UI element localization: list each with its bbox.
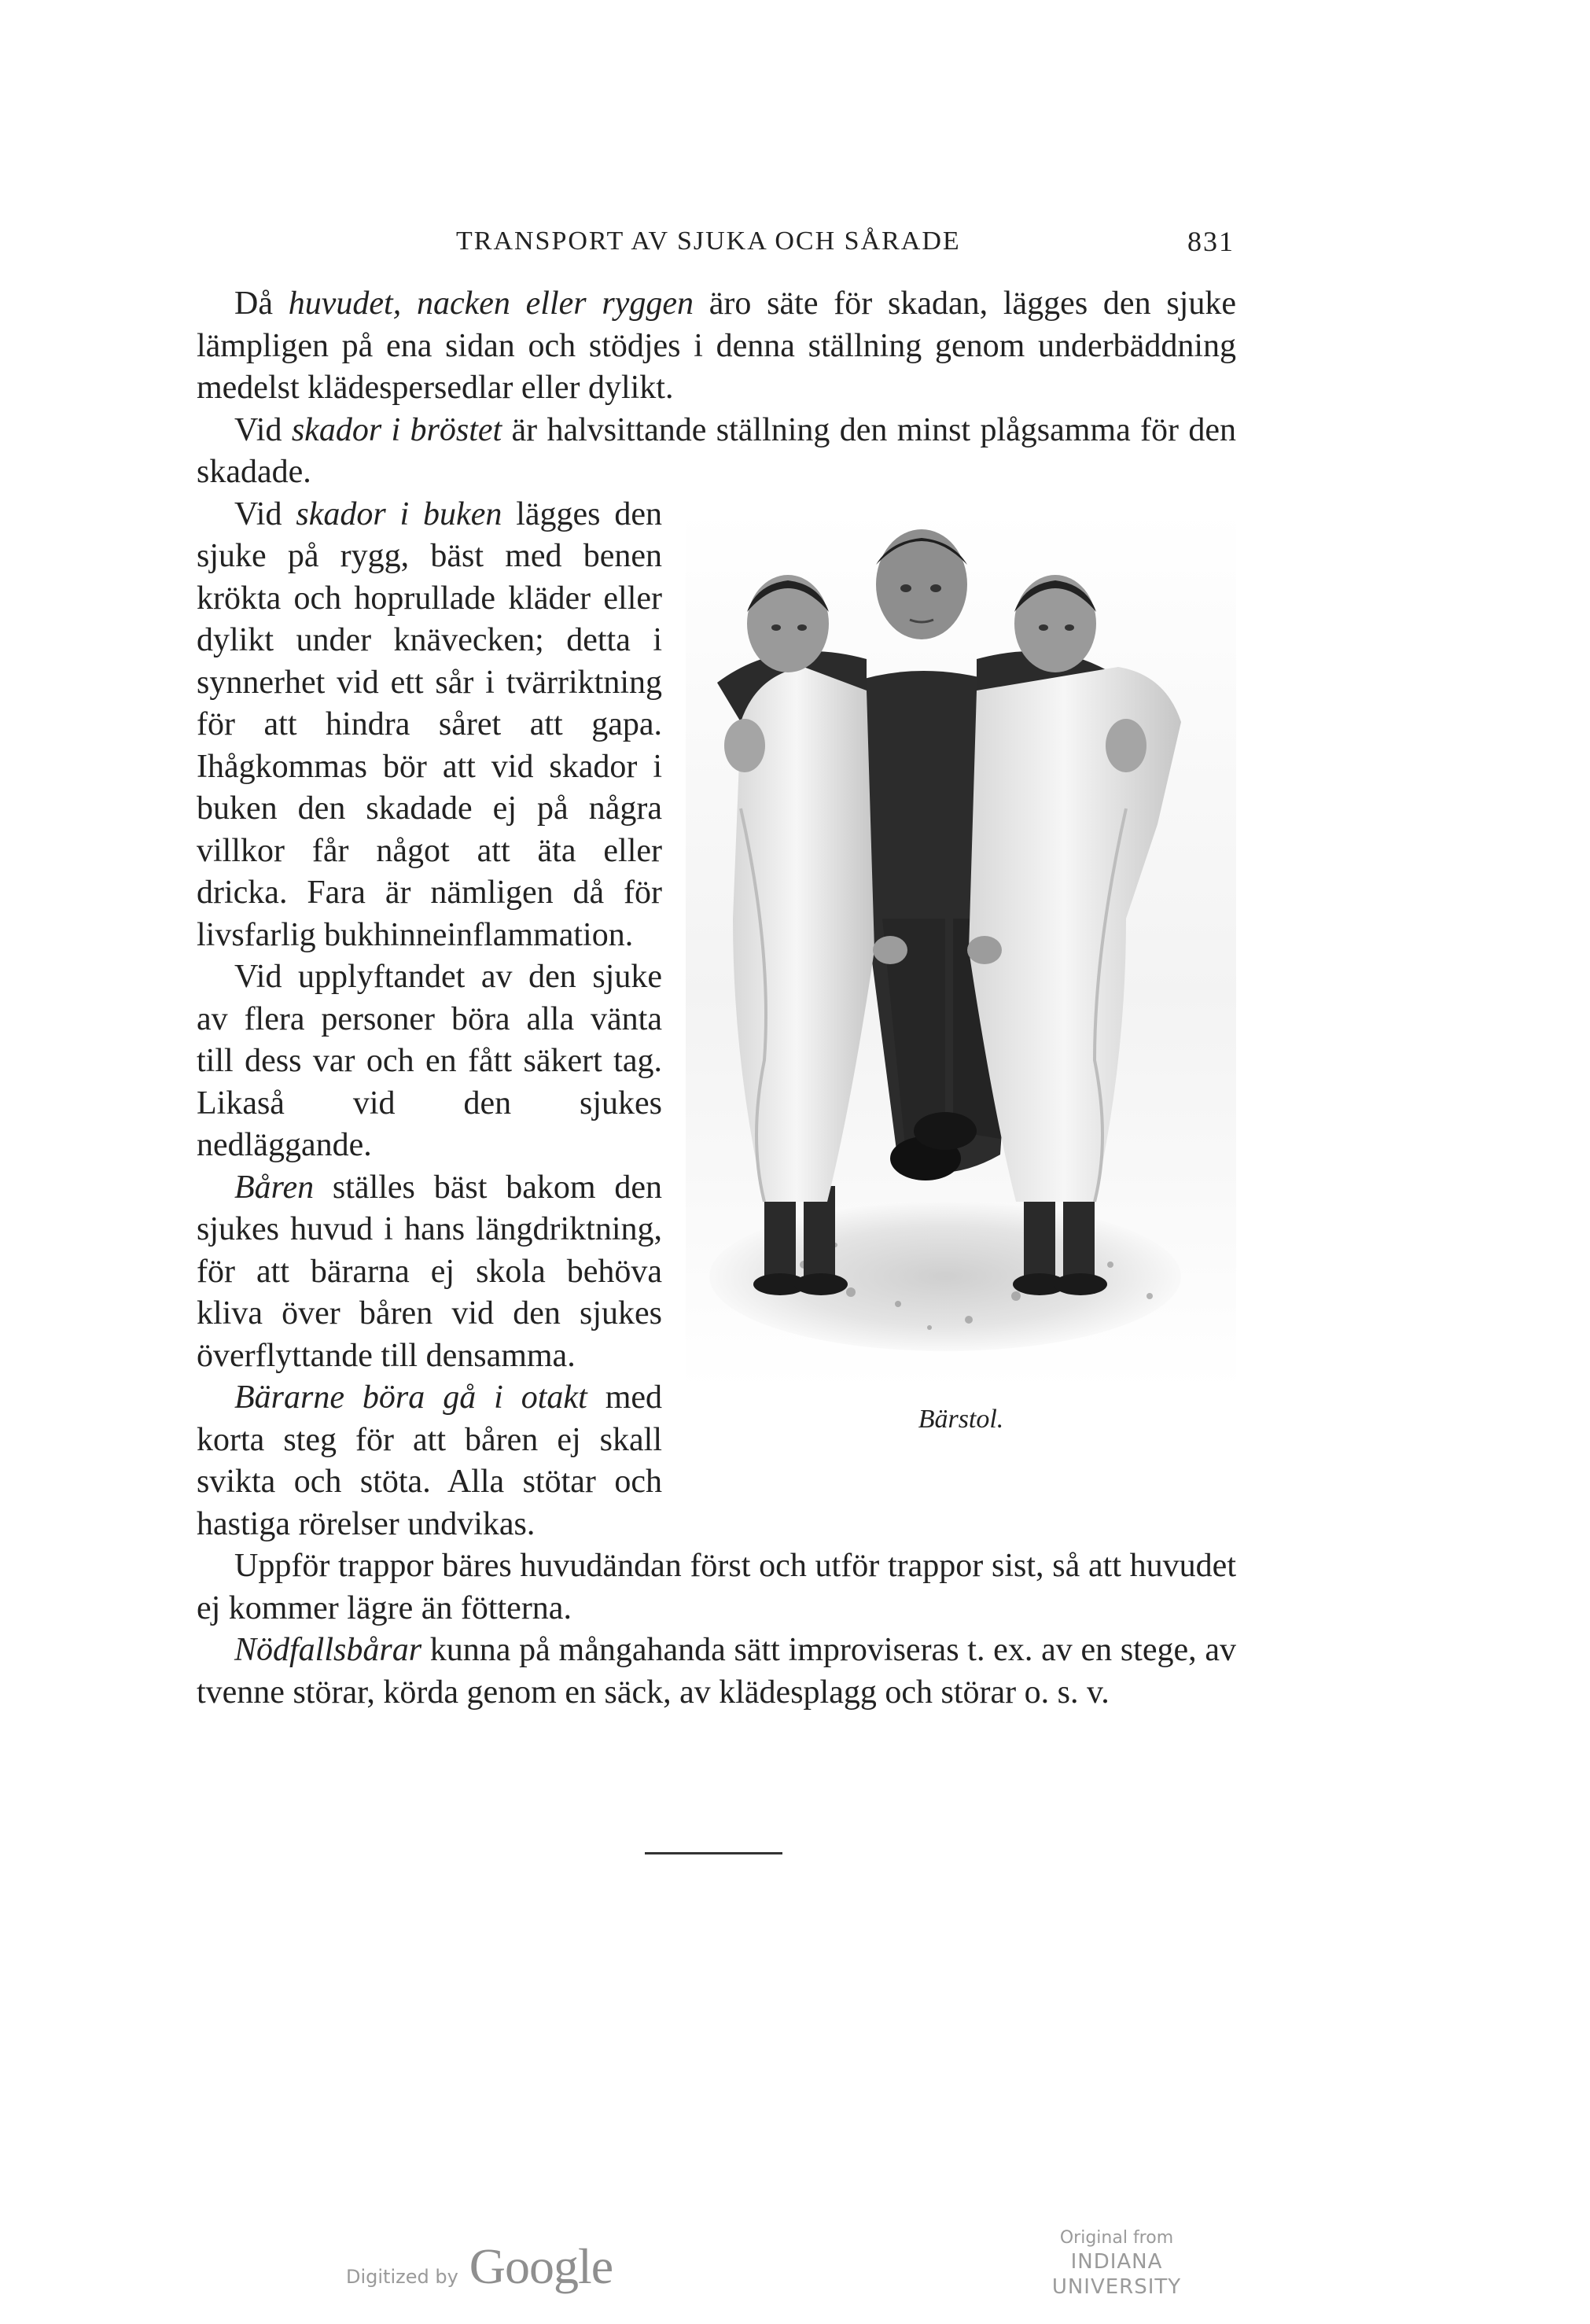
digitized-label: Digitized by (346, 2266, 458, 2288)
indiana-university-label: INDIANA UNIVERSITY (1051, 2250, 1182, 2299)
section-end-rule (645, 1852, 782, 1854)
paragraph-bearers-step: Bärarne böra gå i otakt med korta steg för att båren ej skall svikta och stöta. Alla stötar och hastiga rörelser undvikas. (197, 1379, 663, 1542)
photo-three-men-carrying (686, 510, 1236, 1390)
paragraph-improvised-stretchers: Nödfallsbårar kunna på mångahanda sätt improviseras t. ex. av en stege, av tvenne störar, körda genom en säck, av klädesplagg och störar o. s. v. (197, 1632, 1236, 1711)
paragraph-stretcher-placement: Båren ställes bäst bakom den sjukes huvud i hans längdriktning, för att bärarna ej skola behöva kliva över båren vid den sjukes överflyttande till densamma. (197, 1169, 662, 1374)
running-head (197, 222, 1235, 261)
paragraph-lifting: Vid upplyftandet av den sjuke av flera personer böra alla vänta till dess var och en fått säkert tag. Likaså vid den sjukes nedläggande. (197, 959, 662, 1163)
original-from-label: Original from (1059, 2228, 1174, 2248)
google-logo: Google (469, 2238, 613, 2294)
original-from-indiana (1007, 2227, 1227, 2300)
running-head-title: TRANSPORT AV SJUKA OCH SÅRADE (456, 227, 961, 256)
figure-caption: Bärstol. (918, 1404, 1004, 1434)
paragraph-head-injury: Då huvudet, nacken eller ryggen äro säte för skadan, lägges den sjuke lämpligen på ena sidan och stödjes i denna ställning genom underbäddning medelst klädespersedlar eller dylikt. (197, 285, 1236, 406)
paragraph-chest-injury: Vid skador i bröstet är halvsittande ställning den minst plågsamma för den skadade. (197, 411, 1237, 490)
paragraph-abdomen-injury: Vid skador i buken lägges den sjuke på rygg, bäst med benen krökta och hoprullade kläder eller dylikt under knävecken; detta i synnerhet vid ett sår i tvärriktning för att hindra såret att gapa. Ihågkommas bör att vid skador i buken den skadade ej på några villkor får något att äta eller dricka. Fara är nämligen då för livsfarlig bukhinneinflammation. (197, 495, 662, 953)
body-text (197, 283, 1236, 1714)
page-number: 831 (1187, 226, 1235, 257)
figure-barstol (686, 510, 1236, 1485)
digitized-by-google (346, 2237, 613, 2296)
paragraph-stairs: Uppför trappor bäres huvudändan först och utför trappor sist, så att huvudet ej kommer lägre än fötterna. (197, 1548, 1236, 1626)
